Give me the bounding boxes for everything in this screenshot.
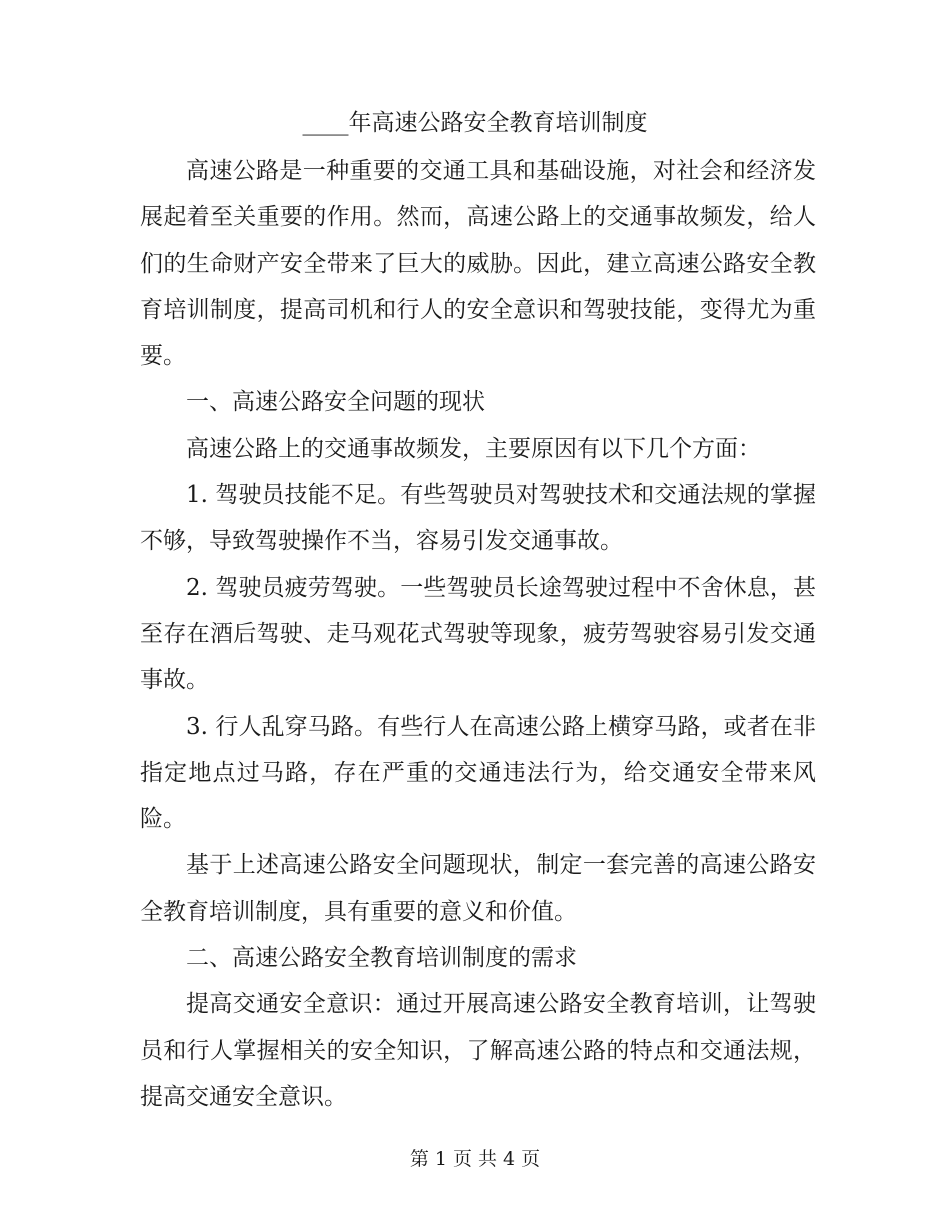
paragraph-intro: 高速公路是一种重要的交通工具和基础设施，对社会和经济发展起着至关重要的作用。然而，高速公路上的交通事故频发，给人们的生命财产安全带来了巨大的威胁。因此，建立高速公路安全教育培训制度，提高司机和行人的安全意识和驾驶技能，变得尤为重要。	[140, 158, 816, 370]
section-heading-2: 二、高速公路安全教育培训制度的需求	[186, 945, 577, 972]
paragraph: 高速公路上的交通事故频发，主要原因有以下几个方面：	[186, 435, 761, 462]
list-item: 3. 行人乱穿马路。有些行人在高速公路上横穿马路，或者在非指定地点过马路，存在严重的交通违法行为，给交通安全带来风险。	[140, 713, 816, 833]
page-number-footer: 第 1 页 共 4 页	[409, 1148, 541, 1170]
paragraph: 提高交通安全意识：通过开展高速公路安全教育培训，让驾驶员和行人掌握相关的安全知识，了解高速公路的特点和交通法规，提高交通安全意识。	[140, 991, 816, 1110]
list-item: 1. 驾驶员技能不足。有些驾驶员对驾驶技术和交通法规的掌握不够，导致驾驶操作不当，容易引发交通事故。	[140, 482, 816, 555]
list-item: 2. 驾驶员疲劳驾驶。一些驾驶员长途驾驶过程中不舍休息，甚至存在酒后驾驶、走马观花式驾驶等现象，疲劳驾驶容易引发交通事故。	[140, 574, 816, 694]
section-heading-1: 一、高速公路安全问题的现状	[186, 389, 485, 416]
document-title: ____年高速公路安全教育培训制度	[302, 110, 648, 136]
paragraph: 基于上述高速公路安全问题现状，制定一套完善的高速公路安全教育培训制度，具有重要的意义和价值。	[140, 852, 816, 925]
document-body	[140, 148, 816, 1120]
